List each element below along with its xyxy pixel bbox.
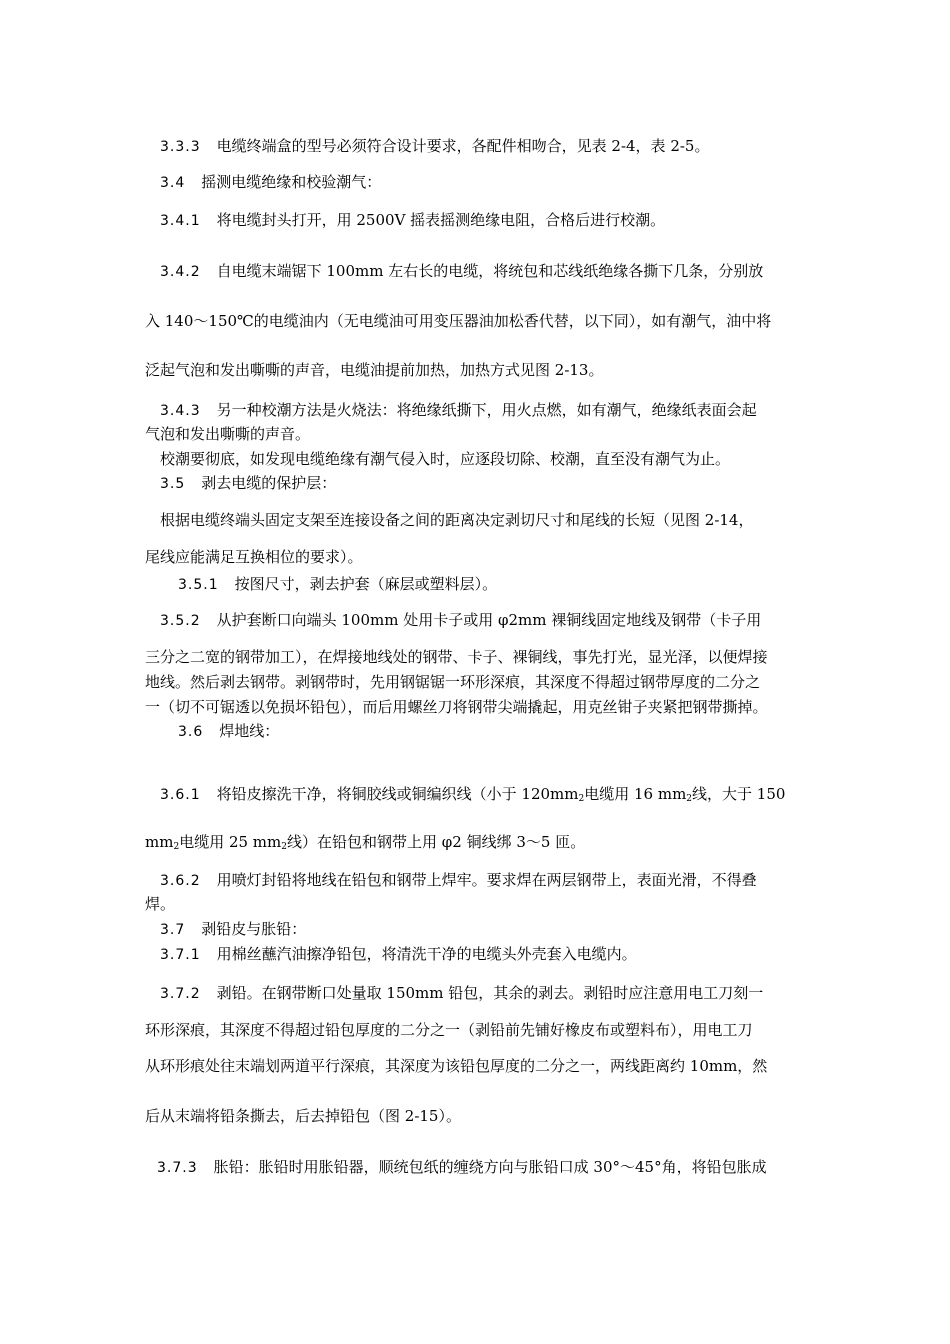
clause-3-6 xyxy=(178,721,279,742)
clause-text: 胀铅：胀铅时用胀铅器，顺统包纸的缠绕方向与胀铅口成 30°～45°角，将铅包胀成 xyxy=(213,1158,767,1176)
clause-3-5-2 xyxy=(160,610,761,631)
clause-number: 3.5.1 xyxy=(178,577,219,593)
clause-3-7-1 xyxy=(160,944,637,965)
clause-text: 将铅皮擦洗干净，将铜胶线或铜编织线（小于 $120mm_2$电缆用 16 $mm_2$线，大于 150 xyxy=(216,785,786,804)
clause-text: 剥铅皮与胀铅： xyxy=(201,920,307,938)
clause-number: 3.7.2 xyxy=(160,986,201,1002)
clause-3-6-2 xyxy=(160,870,757,891)
clause-number: 3.3.3 xyxy=(160,139,201,155)
paragraph-line: 三分之二宽的钢带加工），在焊接地线处的钢带、卡子、裸铜线，事先打光，显光泽，以便焊接 xyxy=(145,648,768,666)
clause-number: 3.6.2 xyxy=(160,873,201,889)
paragraph-line: 泛起气泡和发出嘶嘶的声音，电缆油提前加热，加热方式见图 2-13。 xyxy=(145,361,604,379)
clause-3-7-2 xyxy=(160,983,763,1004)
clause-text: 焊地线： xyxy=(219,722,280,740)
clause-number: 3.7.1 xyxy=(160,947,201,963)
paragraph-line: 焊。 xyxy=(145,895,176,913)
clause-text: 将电缆封头打开，用 2500V 摇表摇测绝缘电阻，合格后进行校潮。 xyxy=(216,211,666,229)
clause-number: 3.6.1 xyxy=(160,787,201,803)
paragraph-line: 校潮要彻底，如发现电缆绝缘有潮气侵入时，应逐段切除、校潮，直至没有潮气为止。 xyxy=(160,450,731,468)
clause-3-7 xyxy=(160,919,306,940)
clause-number: 3.4 xyxy=(160,175,186,191)
clause-3-4-2 xyxy=(160,261,763,282)
clause-3-4-3 xyxy=(160,400,757,421)
clause-text: 另一种校潮方法是火烧法：将绝缘纸撕下，用火点燃，如有潮气，绝缘纸表面会起 xyxy=(216,401,757,419)
paragraph-line: 从环形痕处往末端划两道平行深痕，其深度为该铅包厚度的二分之一，两线距离约 10mm，然 xyxy=(145,1057,768,1075)
clause-text: 用棉丝蘸汽油擦净铅包，将清洗干净的电缆头外壳套入电缆内。 xyxy=(216,945,637,963)
clause-3-4 xyxy=(160,172,381,193)
paragraph-line: 后从末端将铅条撕去，后去掉铅包（图 2-15）。 xyxy=(145,1107,461,1125)
clause-number: 3.4.1 xyxy=(160,213,201,229)
clause-3-5 xyxy=(160,473,336,494)
clause-number: 3.7.3 xyxy=(157,1160,198,1176)
clause-number: 3.4.3 xyxy=(160,403,201,419)
clause-text: 按图尺寸，剥去护套（麻层或塑料层）。 xyxy=(234,575,498,593)
clause-3-4-1 xyxy=(160,210,665,231)
clause-3-5-1 xyxy=(178,574,497,595)
paragraph-line: 尾线应能满足互换相位的要求）。 xyxy=(145,548,363,566)
paragraph-line: 一（切不可锯透以免损坏铅包），而后用螺丝刀将钢带尖端撬起，用克丝钳子夹紧把钢带撕掉。 xyxy=(145,698,768,716)
clause-text: 剥铅。在钢带断口处量取 150mm 铅包，其余的剥去。剥铅时应注意用电工刀刻一 xyxy=(216,984,764,1002)
clause-3-7-3 xyxy=(157,1157,767,1178)
clause-number: 3.6 xyxy=(178,724,204,740)
paragraph-line: 气泡和发出嘶嘶的声音。 xyxy=(145,425,311,443)
clause-number: 3.5.2 xyxy=(160,613,201,629)
clause-text: 用喷灯封铅将地线在铅包和钢带上焊牢。要求焊在两层钢带上，表面光滑，不得叠 xyxy=(216,871,757,889)
paragraph-line: 环形深痕，其深度不得超过铅包厚度的二分之一（剥铅前先铺好橡皮布或塑料布），用电工刀 xyxy=(145,1021,753,1039)
paragraph-line: 地线。然后剥去钢带。剥钢带时，先用钢锯锯一环形深痕，其深度不得超过钢带厚度的二分之 xyxy=(145,673,761,691)
clause-3-3-3 xyxy=(160,136,709,157)
clause-3-6-1 xyxy=(160,784,785,809)
clause-number: 3.5 xyxy=(160,476,186,492)
clause-text: 摇测电缆绝缘和校验潮气： xyxy=(201,173,382,191)
clause-text: 剥去电缆的保护层： xyxy=(201,474,337,492)
paragraph-line: 入 140～150℃的电缆油内（无电缆油可用变压器油加松香代替，以下同），如有潮气，油中将 xyxy=(145,312,772,330)
paragraph-line: $mm_2$电缆用 25 $mm_2$线）在铅包和钢带上用 φ2 铜线绑 3～5 匝。 xyxy=(145,833,586,852)
clause-number: 3.7 xyxy=(160,922,186,938)
paragraph-line: 根据电缆终端头固定支架至连接设备之间的距离决定剥切尺寸和尾线的长短（见图 2-14， xyxy=(160,511,754,529)
clause-text: 从护套断口向端头 100mm 处用卡子或用 φ2mm 裸铜线固定地线及钢带（卡子用 xyxy=(216,611,762,629)
clause-number: 3.4.2 xyxy=(160,264,201,280)
clause-text: 电缆终端盒的型号必须符合设计要求，各配件相吻合，见表 2-4，表 2-5。 xyxy=(216,137,710,155)
clause-text: 自电缆末端锯下 100mm 左右长的电缆，将统包和芯线纸绝缘各撕下几条，分别放 xyxy=(216,262,764,280)
